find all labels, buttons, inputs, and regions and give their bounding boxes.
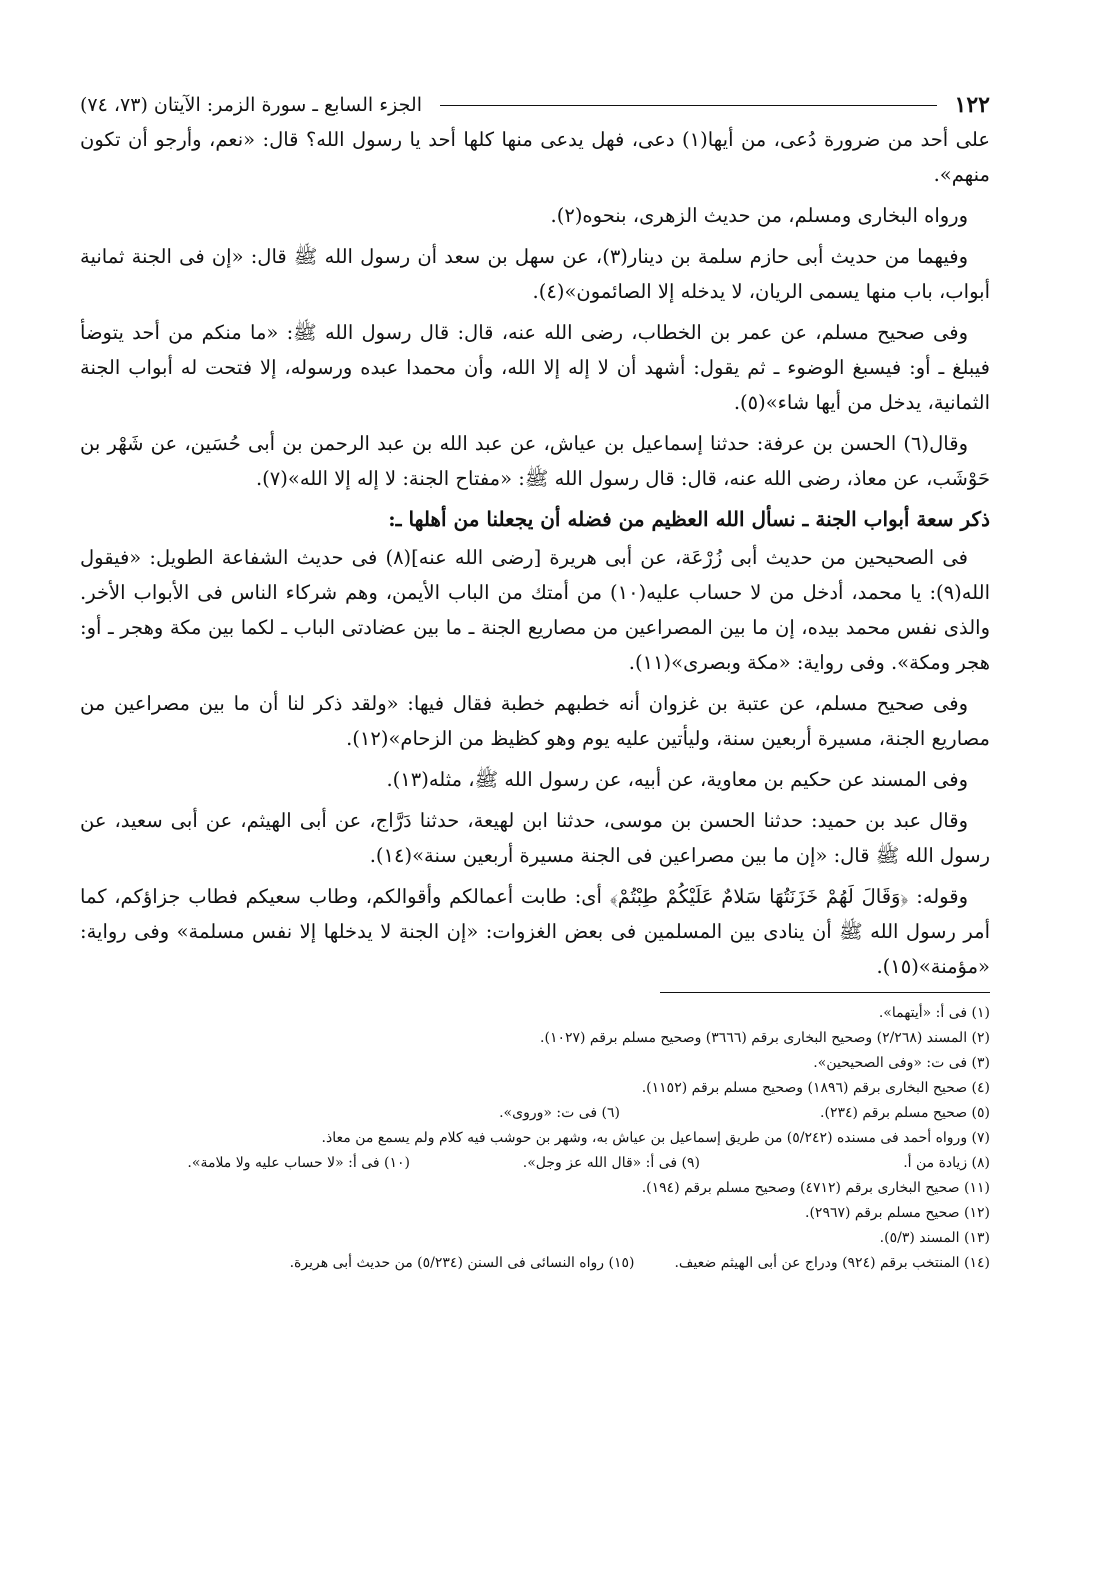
paragraph: وفيهما من حديث أبى حازم سلمة بن دينار(٣)، عن سهل بن سعد أن رسول الله ﷺ قال: «إن فى الجنة ثمانية أبواب، باب منها يسمى الريان، لا يدخله إلا الصائمون»(٤). [80, 245, 990, 303]
footnote: (٩) فى أ: «قال الله عز وجل». [522, 1155, 700, 1171]
paragraph: ورواه البخارى ومسلم، من حديث الزهرى، بنحوه(٢). [550, 204, 968, 227]
footnote: (١) فى أ: «أيتهما». [878, 1005, 990, 1021]
footnotes [80, 1001, 990, 1276]
section-heading: ذكر سعة أبواب الجنة ـ نسأل الله العظيم من فضله أن يجعلنا من أهلها ـ: [388, 507, 990, 531]
footnote-divider [660, 992, 990, 993]
footnote: (٥) صحيح مسلم برقم (٢٣٤). [820, 1105, 990, 1121]
footnote: (١٢) صحيح مسلم برقم (٢٩٦٧). [805, 1205, 990, 1221]
paragraph: وفى صحيح مسلم، عن عتبة بن غزوان أنه خطبهم خطبة فقال فيها: «ولقد ذكر لنا أن ما بين مصراعين من مصاريع الجنة، مسيرة أربعين سنة، وليأتين عليه يوم وهو كظيظ من الزحام»(١٢). [80, 692, 990, 750]
page-body [80, 88, 990, 1276]
paragraph: فى الصحيحين من حديث أبى زُرْعَة، عن أبى هريرة [رضى الله عنه](٨) فى حديث الشفاعة الطويل: «فيقول الله(٩): يا محمد، أدخل من لا حساب عليه(١٠) من أمتك من الباب الأيمن، وهم شركاء الناس فى الأبواب الأخر. والذى نفس محمد بيده، إن ما بين المصراعين من مصاريع الجنة ـ ما بين عضادتى الباب ـ لكما بين مكة وهجر ـ أو: هجر ومكة». وفى رواية: «مكة وبصرى»(١١). [80, 546, 990, 674]
footnote: (١٣) المسند (٥/٣). [879, 1230, 990, 1246]
paragraph: على أحد من ضرورة دُعى، من أيها(١) دعى، فهل يدعى منها كلها أحد يا رسول الله؟ قال: «نعم، وأرجو أن تكون منهم». [80, 128, 991, 186]
paragraph: وفى المسند عن حكيم بن معاوية، عن أبيه، عن رسول الله ﷺ، مثله(١٣). [386, 768, 968, 791]
header-title: الجزء السابع ـ سورة الزمر: الآيتان (٧٣، ٧٤) [80, 94, 422, 116]
paragraph: وفى صحيح مسلم، عن عمر بن الخطاب، رضى الله عنه، قال: قال رسول الله ﷺ: «ما منكم من أحد يتوضأ فيبلغ ـ أو: فيسبغ الوضوء ـ ثم يقول: أشهد أن لا إله إلا الله، وأن محمدا عبده ورسوله، إلا فتحت له أبواب الجنة الثمانية، يدخل من أيها شاء»(٥). [80, 321, 990, 414]
footnote: (٤) صحيح البخارى برقم (١٨٩٦) وصحيح مسلم برقم (١١٥٢). [641, 1080, 990, 1096]
paragraph: وقال عبد بن حميد: حدثنا الحسن بن موسى، حدثنا ابن لهيعة، حدثنا دَرَّاج، عن أبى الهيثم، عن أبى سعيد، عن رسول الله ﷺ قال: «إن ما بين مصراعين فى الجنة مسيرة أربعين سنة»(١٤). [80, 809, 990, 867]
paragraph: وقوله: ﴿وَقَالَ لَهُمْ خَزَنَتُهَا سَلامٌ عَلَيْكُمْ طِبْتُمْ﴾ أى: طابت أعمالكم وأقوالكم، وطاب سعيكم فطاب جزاؤكم، كما أمر رسول الله ﷺ أن ينادى بين المسلمين فى بعض الغزوات: «إن الجنة لا يدخلها إلا نفس مسلمة» وفى رواية: «مؤمنة»(١٥). [80, 885, 990, 978]
footnote: (١٠) فى أ: «لا حساب عليه ولا ملامة». [187, 1155, 410, 1171]
footnote: (٢) المسند (٢/٢٦٨) وصحيح البخارى برقم (٣٦٦٦) وصحيح مسلم برقم (١٠٢٧). [540, 1030, 990, 1046]
header-rule [440, 105, 937, 106]
page-number: ١٢٢ [954, 92, 990, 118]
footnote: (١٥) رواه النسائى فى السنن (٥/٢٣٤) من حديث أبى هريرة. [289, 1255, 635, 1271]
footnote: (٣) فى ت: «وفى الصحيحين». [813, 1055, 990, 1071]
footnote: (١٤) المنتخب برقم (٩٢٤) ودراج عن أبى الهيثم ضعيف. [674, 1255, 990, 1271]
paragraph: وقال(٦) الحسن بن عرفة: حدثنا إسماعيل بن عياش، عن عبد الله بن عبد الرحمن بن أبى حُسَين، عن شَهْر بن حَوْشَب، عن معاذ، رضى الله عنه، قال: قال رسول الله ﷺ: «مفتاح الجنة: لا إله إلا الله»(٧). [80, 432, 990, 490]
running-header [80, 88, 990, 122]
footnote: (٧) ورواه أحمد فى مسنده (٥/٢٤٢) من طريق إسماعيل بن عياش به، وشهر بن حوشب فيه كلام ولم يسمع من معاذ. [321, 1130, 990, 1146]
footnote: (٦) فى ت: «وروى». [499, 1105, 620, 1121]
footnote: (١١) صحيح البخارى برقم (٤٧١٢) وصحيح مسلم برقم (١٩٤). [641, 1180, 990, 1196]
footnote: (٨) زيادة من أ. [903, 1155, 990, 1171]
